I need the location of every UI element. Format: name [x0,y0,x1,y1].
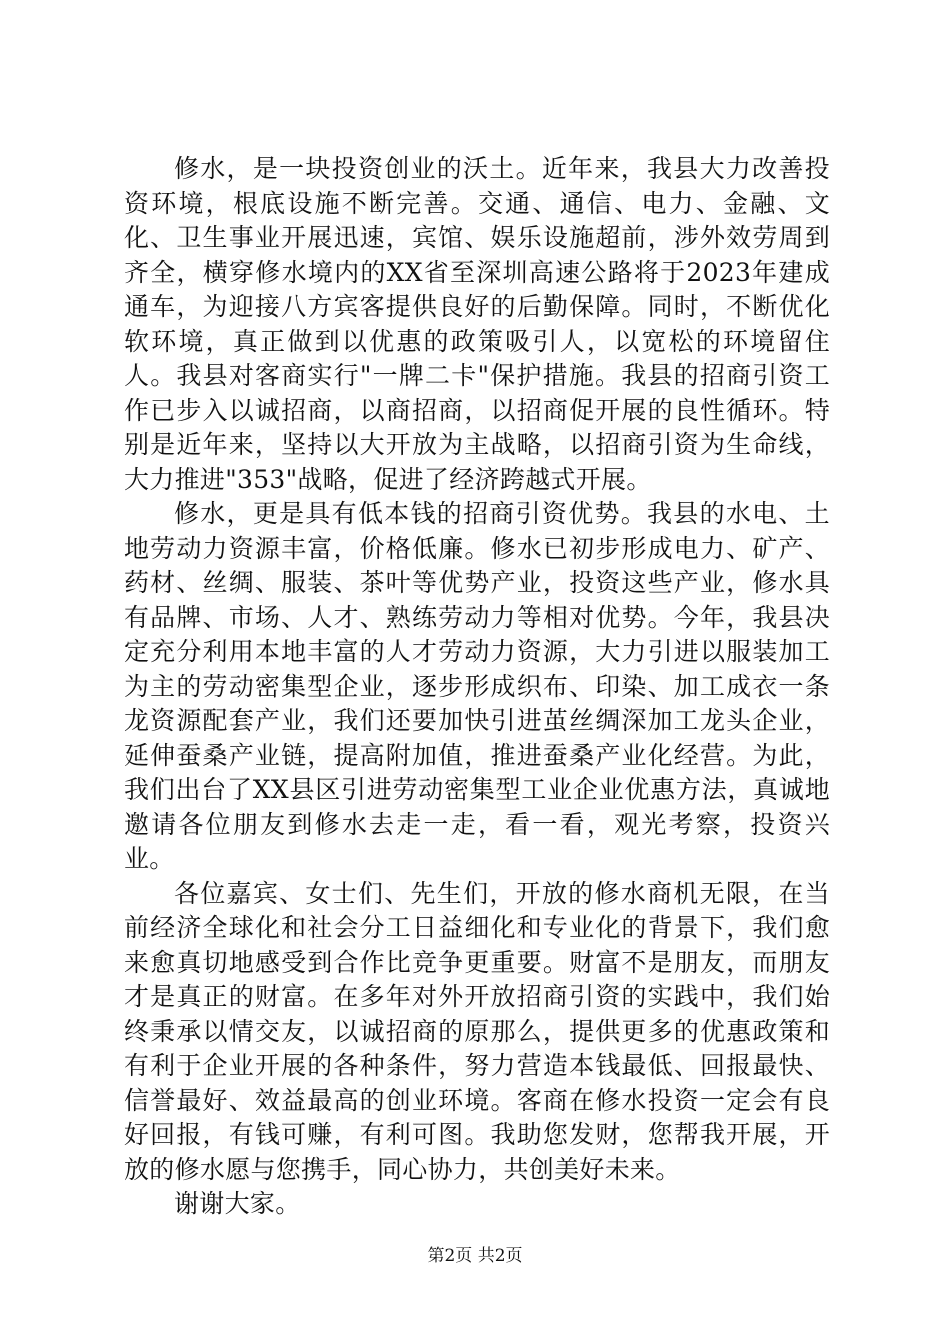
document-body [124,152,830,1222]
paragraph-investment-environment: 修水，是一块投资创业的沃土。近年来，我县大力改善投资环境，根底设施不断完善。交通、通信、电力、金融、文化、卫生事业开展迅速，宾馆、娱乐设施超前，涉外效劳周到齐全，横穿修水境内的XX省至深圳高速公路将于2023年建成通车，为迎接八方宾客提供良好的后勤保障。同时，不断优化软环境，真正做到以优惠的政策吸引人，以宽松的环境留住人。我县对客商实行"一牌二卡"保护措施。我县的招商引资工作已步入以诚招商，以商招商，以招商促开展的良性循环。特别是近年来，坚持以大开放为主战略，以招商引资为生命线，大力推进"353"战略，促进了经济跨越式开展。 [124,154,830,494]
paragraph-low-cost-advantage: 修水，更是具有低本钱的招商引资优势。我县的水电、土地劳动力资源丰富，价格低廉。修水已初步形成电力、矿产、药材、丝绸、服装、茶叶等优势产业，投资这些产业，修水具有品牌、市场、人才、熟练劳动力等相对优势。今年，我县决定充分利用本地丰富的人才劳动力资源，大力引进以服装加工为主的劳动密集型企业，逐步形成织布、印染、加工成衣一条龙资源配套产业，我们还要加快引进茧丝绸深加工龙头企业，延伸蚕桑产业链，提高附加值，推进蚕桑产业化经营。为此，我们出台了XX县区引进劳动密集型工业企业优惠方法，真诚地邀请各位朋友到修水去走一走，看一看，观光考察，投资兴业。 [124,499,830,873]
paragraph-cooperation-invitation: 各位嘉宾、女士们、先生们，开放的修水商机无限，在当前经济全球化和社会分工日益细化和专业化的背景下，我们愈来愈真切地感受到合作比竞争更重要。财富不是朋友，而朋友才是真正的财富。在多年对外开放招商引资的实践中，我们始终秉承以情交友，以诚招商的原那么，提供更多的优惠政策和有利于企业开展的各种条件，努力营造本钱最低、回报最快、信誉最好、效益最高的创业环境。客商在修水投资一定会有良好回报，有钱可赚，有利可图。我助您发财，您帮我开展，开放的修水愿与您携手，同心协力，共创美好未来。 [124,878,830,1184]
page-footer: 第2页 共2页 [427,1246,523,1266]
paragraph-thanks: 谢谢大家。 [174,1189,301,1218]
